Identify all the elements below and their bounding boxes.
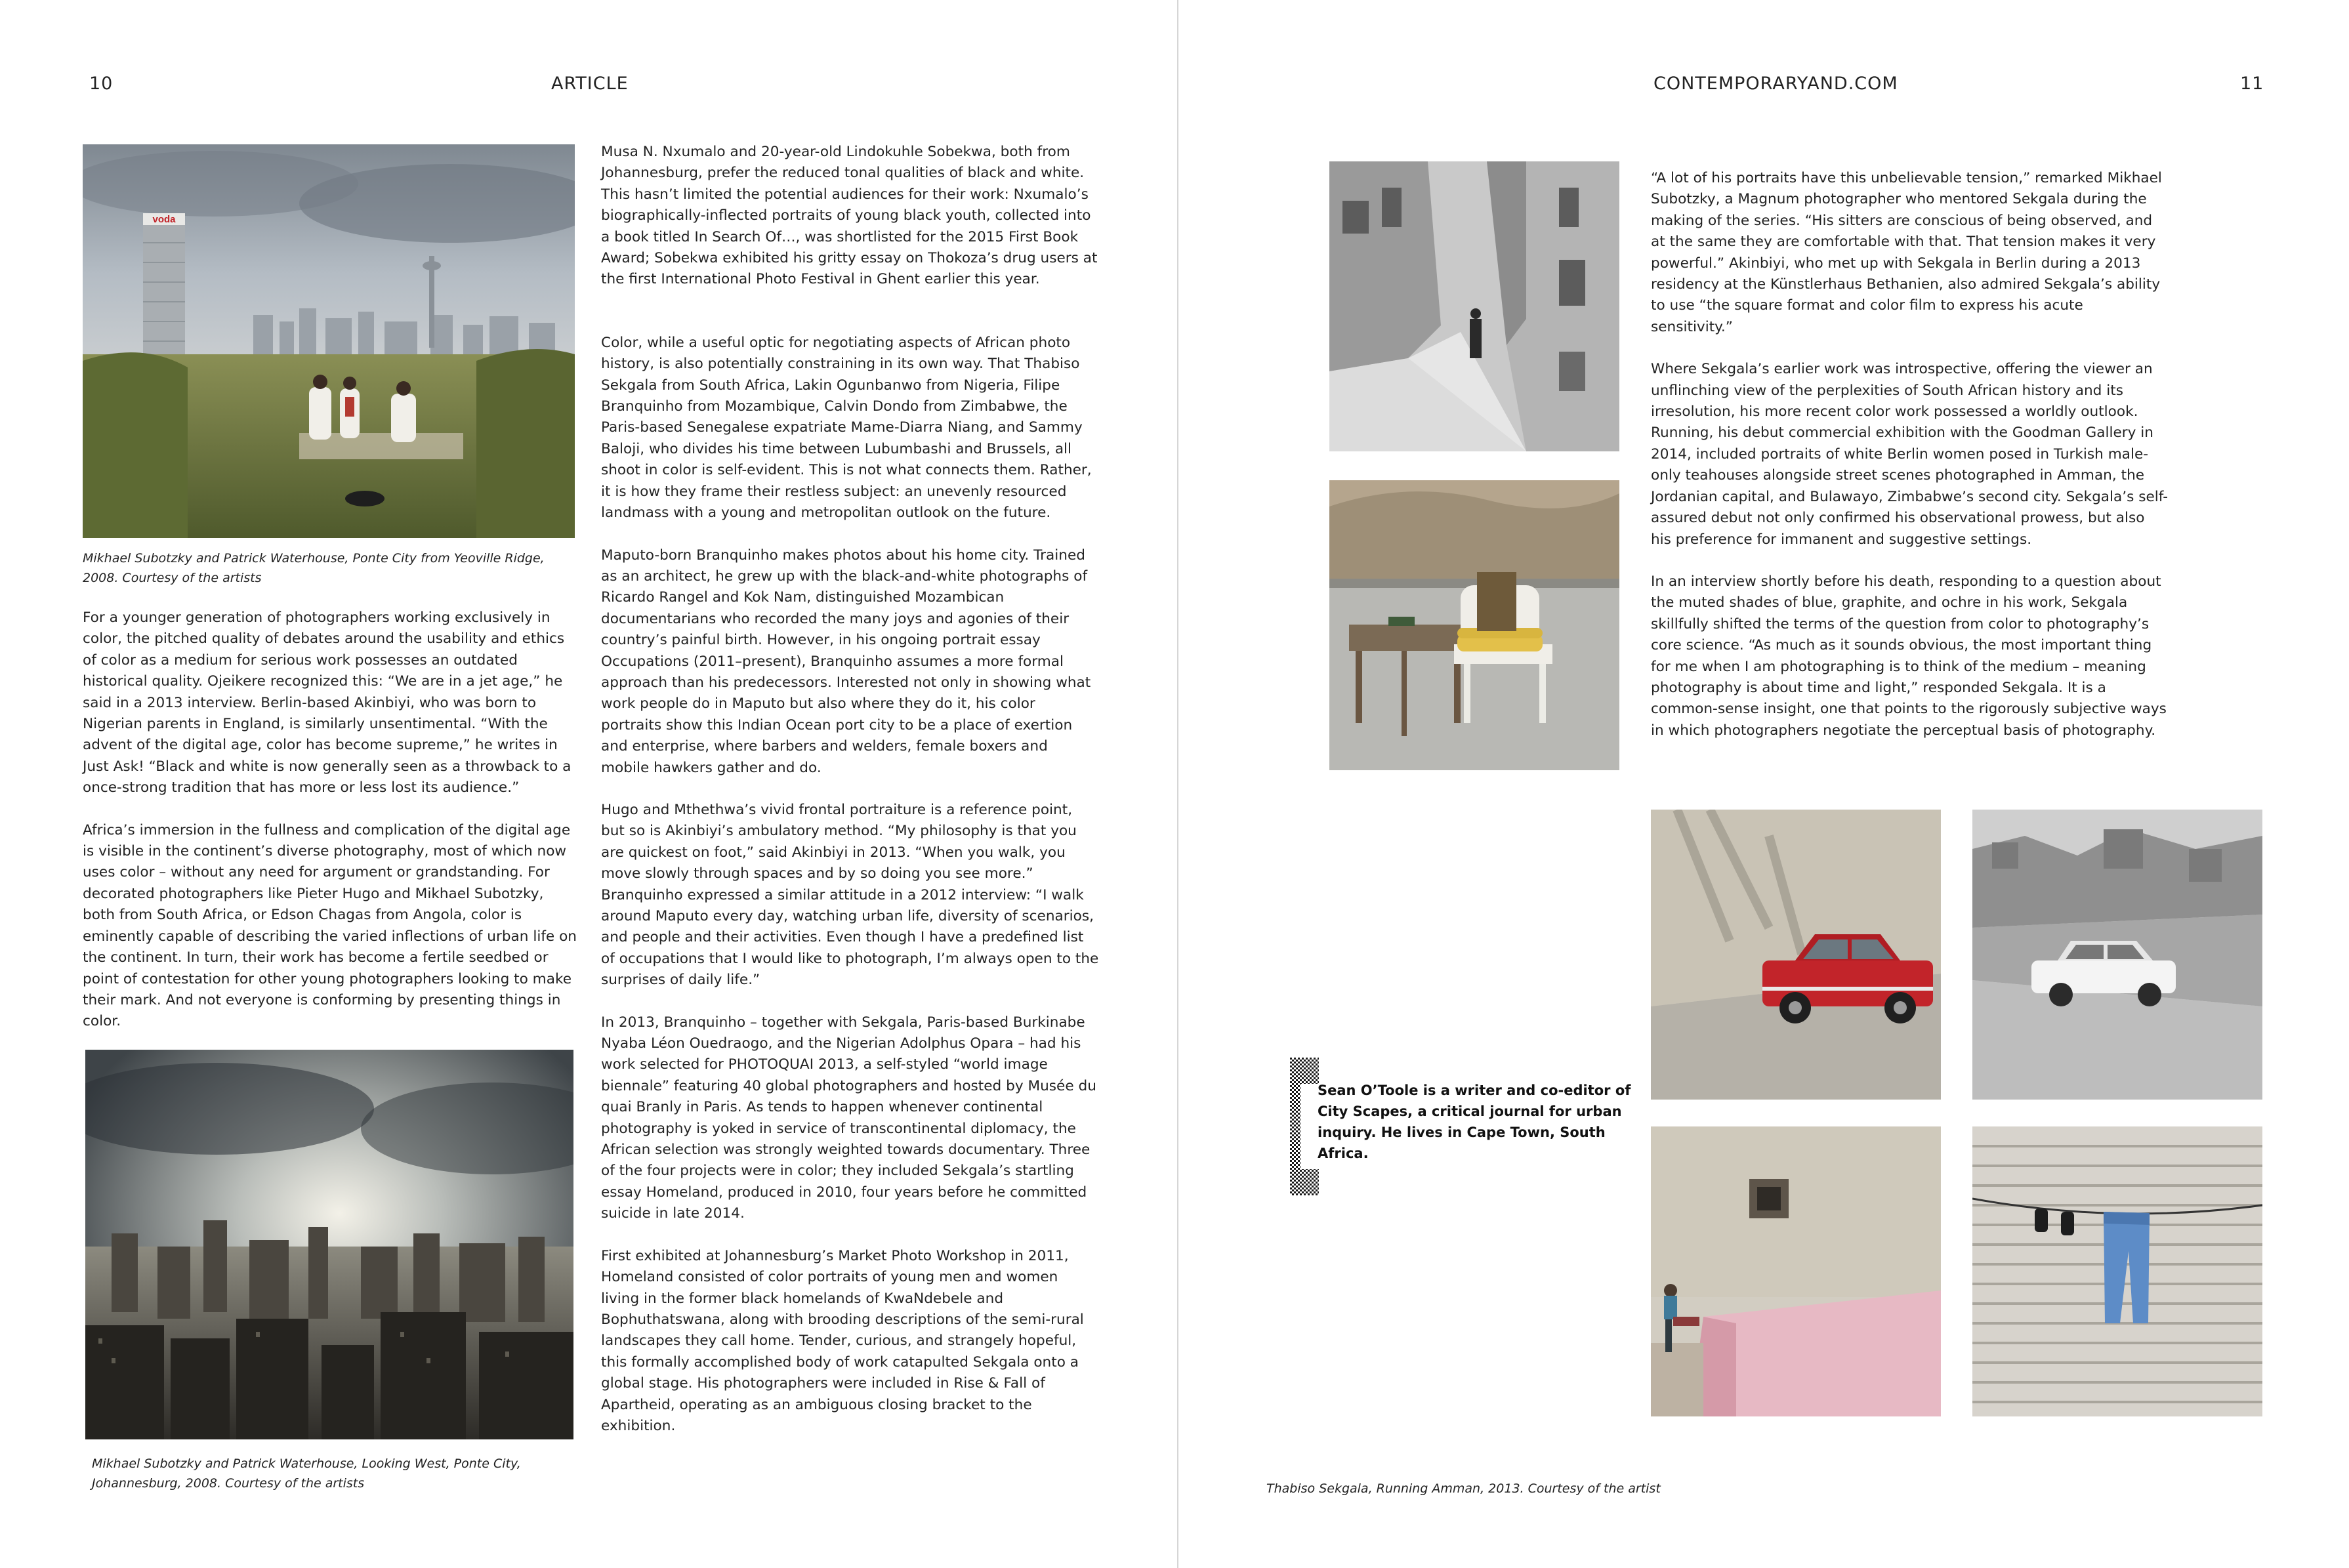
left-column-2	[601, 142, 1100, 1458]
photo-pink-wall	[1651, 1126, 1941, 1416]
photo-laundry-shutter	[1972, 1126, 2262, 1416]
bio-pattern-mark	[1290, 1058, 1319, 1195]
paragraph: In an interview shortly before his death, responding to a question about the muted shades of blue, graphite, and ochre in his work, Sekgala skillfully shifted the terms of the question from color to photography’s core science. “As much as it sounds obvious, the most important thing for me when I am photographing is to think of the medium – meaning photography is about time and light,” responded Sekgala. It is a common-sense insight, one that points to the rigorously subjective ways in which photographers negotiate the perceptual basis of photography.	[1651, 573, 2167, 739]
paragraph: “A lot of his portraits have this unbelievable tension,” remarked Mikhael Subotzky, a Magnum photographer who mentored Sekgala during the making of the series. “His sitters are conscious of being observed, and at the same they are comfortable with that. That tension makes it very powerful.” Akinbiyi, who met up with Sekgala in Berlin during a 2013 residency at the Künstlerhaus Bethanien, also admired Sekgala’s ability to use “the square format and color film to express his acute sensitivity.”	[1651, 170, 2162, 335]
author-bio: Sean O’Toole is a writer and co-editor of City Scapes, a critical journal for urban inquiry. He lives in Cape Town, South Africa.	[1318, 1083, 1631, 1161]
paragraph: Color, while a useful optic for negotiating aspects of African photo history, is also potentially constraining in its own way. That Thabiso Sekgala from South Africa, Lakin Ogunbanwo from Nigeria, Filipe Branquinho from Mozambique, Calvin Dondo from Zimbabwe, the Paris-based Senegalese expatriate Mame-Diarra Niang, and Sammy Baloji, who divides his time between Lubumbashi and Brussels, all shoot in color is self-evident. This is not what connects them. Rather, it is how they frame their restless subject: an unevenly resourced landmass with a young and metropolitan outlook on the future.	[601, 334, 1092, 522]
paragraph: Maputo-born Branquinho makes photos about his home city. Trained as an architect, he grew up with the black-and-white photographs of Ricardo Rangel and Kok Nam, distinguished Mozambican documentarians who recorded the many joys and agonies of their country’s painful birth. However, in his ongoing portrait essay Occupations (2011–present), Branquinho assumes a more formal approach than his predecessors. Interested not only in showing what work people do in Maputo but also where they do it, his color portraits show this Indian Ocean port city to be a place of exertion and enterprise, where barbers and welders, female boxers and mobile hawkers gather and do.	[601, 547, 1091, 776]
right-page	[1178, 0, 2349, 1568]
photo-red-car	[1651, 810, 1941, 1100]
site-name: CONTEMPORARYAND.COM	[1653, 73, 1898, 94]
paragraph: Hugo and Mthethwa’s vivid frontal portraiture is a reference point, but so is Akinbiyi’s ambulatory method. “My philosophy is that you are quickest on foot,” said Akinbiyi in 2013. “When you walk, you move slowly through spaces and by so doing you see more.” Branquinho expressed a similar attitude in a 2012 interview: “I walk around Maputo every day, watching urban life, diversity of scenarios, and people and their activities. Even though I have a predefined list of occupations that I would like to photograph, I’m always open to the surprises of daily life.”	[601, 801, 1099, 989]
left-column-1	[83, 608, 579, 1054]
section-label: ARTICLE	[551, 73, 629, 94]
left-page-number: 10	[89, 73, 114, 94]
photo-grid-caption: Thabiso Sekgala, Running Amman, 2013. Courtesy of the artist	[1266, 1481, 1661, 1496]
paragraph: Musa N. Nxumalo and 20-year-old Lindokuhle Sobekwa, both from Johannesburg, prefer the reduced tonal qualities of black and white. This hasn’t limited the potential audiences for their work: Nxumalo’s biographically-inflected portraits of young black youth, collected into a book titled In Search Of…, was shortlisted for the 2015 First Book Award; Sobekwa exhibited his gritty essay on Thokoza’s drug users at the first International Photo Festival in Ghent earlier this year.	[601, 144, 1098, 288]
photo-white-car	[1972, 810, 2262, 1100]
photo-looking-west	[85, 1050, 573, 1439]
right-column	[1651, 168, 2169, 762]
paragraph: In 2013, Branquinho – together with Sekgala, Paris-based Burkinabe Nyaba Léon Ouedraogo, and the Nigerian Adolphus Opara – had his work selected for PHOTOQUAI 2013, a self-styled “world image biennale” featuring 40 global photographers and hosted by Musée du quai Branly in Paris. As tends to happen whenever continental photography is yoked in service of transcontinental diplomacy, the African selection was strongly weighted towards documentary. Three of the four projects were in color; they included Sekgala’s startling essay Homeland, produced in 2010, four years before he committed suicide in late 2014.	[601, 1014, 1096, 1222]
right-page-number: 11	[2240, 73, 2264, 94]
photo-ponte-city-yeoville	[83, 144, 575, 538]
paragraph: Where Sekgala’s earlier work was introspective, offering the viewer an unflinching view of the perplexities of South African history and its irresolution, his more recent color work possessed a worldly outlook. Running, his debut commercial exhibition with the Goodman Gallery in 2014, included portraits of white Berlin women posed in Turkish male-only teahouses alongside street scenes photographed in Amman, the Jordanian capital, and Bulawayo, Zimbabwe’s second city. Sekgala’s self-assured debut not only confirmed his observational prowess, but also his preference for immanent and suggestive settings.	[1651, 361, 2168, 548]
paragraph: For a younger generation of photographers working exclusively in color, the pitched quality of debates around the usability and ethics of color as a medium for serious work possesses an outdated historical quality. Ojeikere recognized this: “We are in a jet age,” he said in a 2013 interview. Berlin-based Akinbiyi, who was born to Nigerian parents in England, is similarly unsentimental. “With the advent of the digital age, color has become supreme,” he writes in Just Ask! “Black and white is now generally seen as a throwback to a once-strong tradition that has more or less lost its audience.”	[83, 609, 572, 796]
photo-chair-table	[1329, 480, 1619, 770]
photo-alley	[1329, 161, 1619, 451]
paragraph: Africa’s immersion in the fullness and complication of the digital age is visible in the continent’s diverse photography, most of which now uses color – without any need for argument or grandstanding. For decorated photographers like Pieter Hugo and Mikhael Subotzky, both from South Africa, or Edson Chagas from Angola, color is eminently capable of describing the varied inflections of urban life on the continent. In turn, their work has become a fertile seedbed or point of contestation for other young photographers looking to make their mark. And not everyone is conforming by presenting things in color.	[83, 821, 577, 1030]
paragraph: First exhibited at Johannesburg’s Market Photo Workshop in 2011, Homeland consisted of color portraits of young men and women living in the former black homelands of KwaNdebele and Bophuthatswana, along with brooding descriptions of the semi-rural landscapes they call home. Tender, curious, and strangely hopeful, this formally accomplished body of work catapulted Sekgala onto a global stage. His photographers were included in Rise & Fall of Apartheid, operating as an ambiguous closing bracket to the exhibition.	[601, 1247, 1084, 1434]
ponte-sign: voda	[152, 214, 176, 225]
photo2-caption: Mikhael Subotzky and Patrick Waterhouse, Looking West, Ponte City, Johannesburg, 2008. Courtesy of the artists	[92, 1456, 521, 1491]
photo1-caption: Mikhael Subotzky and Patrick Waterhouse, Ponte City from Yeoville Ridge, 2008. Courtesy of the artists	[83, 551, 545, 585]
